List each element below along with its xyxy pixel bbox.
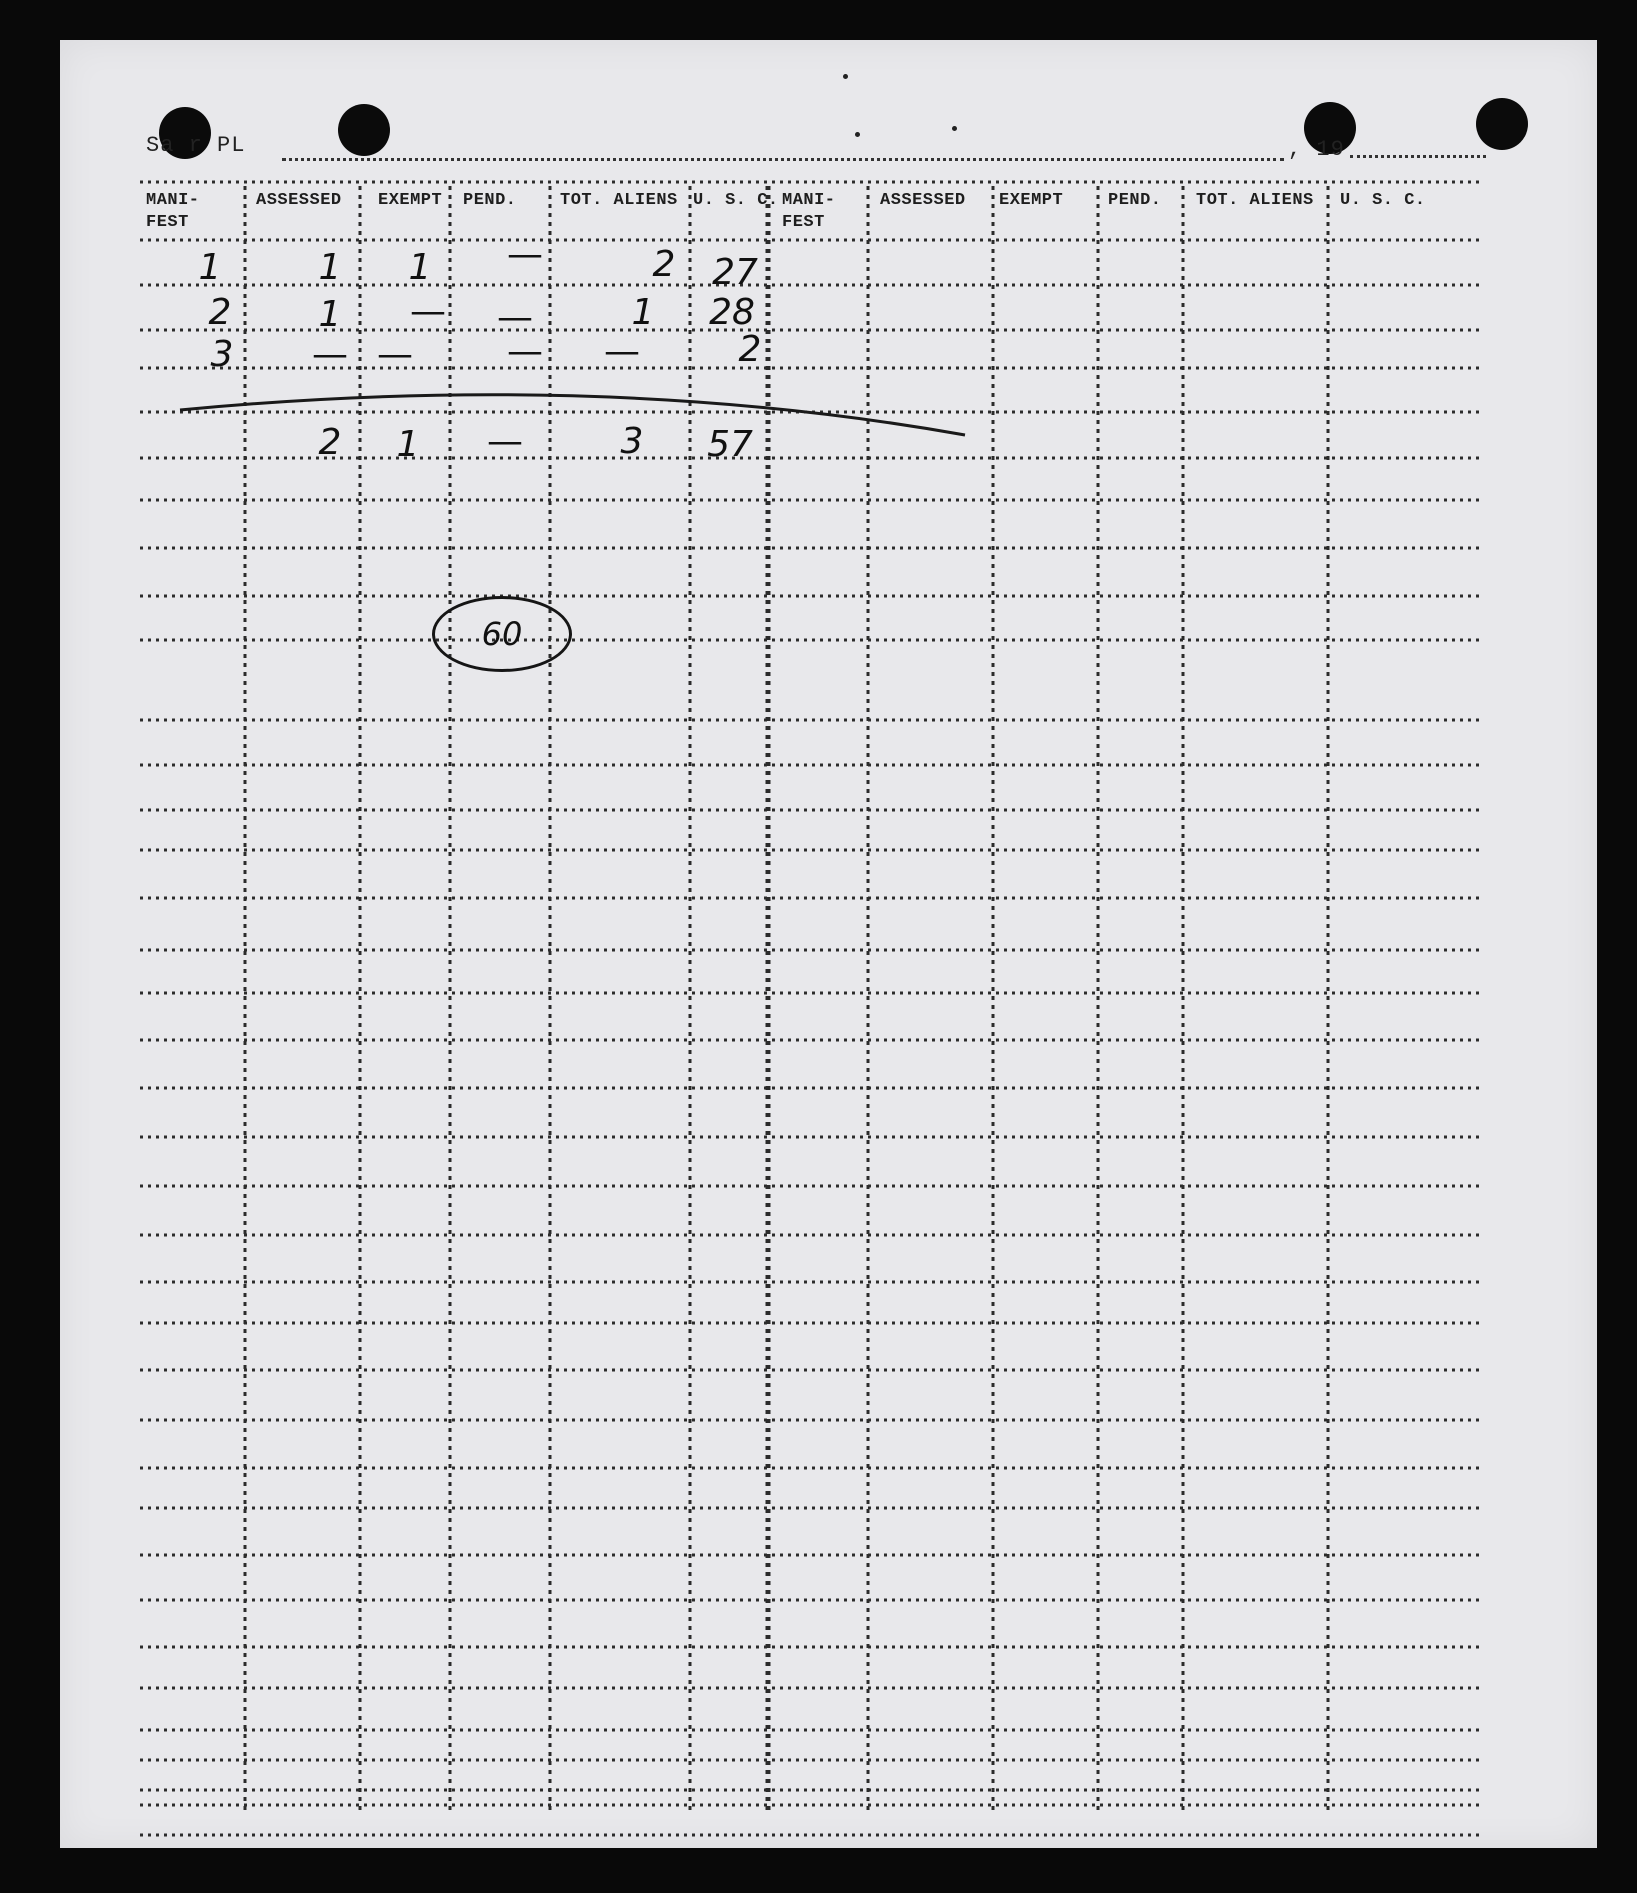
header-usc-right: U. S. C.: [1340, 191, 1426, 210]
header-usc-left: U. S. C.: [693, 191, 779, 210]
row2-assessed: 1: [318, 294, 342, 335]
row2-pend: —: [497, 297, 533, 338]
row1-exempt: 1: [408, 247, 432, 288]
row3-pend: —: [507, 331, 543, 372]
binder-hole-left-2: [338, 104, 390, 156]
port-name-leader: [282, 158, 1284, 161]
paper-speck: [843, 74, 848, 79]
row3-manifest: 3: [210, 334, 234, 375]
port-name-label: Sa r PL: [146, 133, 246, 158]
form-page: [60, 40, 1597, 1848]
paper-speck: [952, 126, 957, 131]
total-tot-aliens: 3: [620, 421, 644, 462]
header-assessed-right: ASSESSED: [880, 191, 966, 210]
header-assessed-left: ASSESSED: [256, 191, 342, 210]
row1-manifest: 1: [198, 247, 222, 288]
row2-tot-aliens: 1: [631, 292, 655, 333]
header-tot-aliens-left: TOT. ALIENS: [560, 191, 678, 210]
row1-tot-aliens: 2: [652, 244, 676, 285]
row2-usc: 28: [709, 292, 755, 333]
total-usc: 57: [707, 424, 753, 465]
total-assessed: 2: [318, 422, 342, 463]
circled-grand-total: [432, 596, 572, 672]
row1-assessed: 1: [318, 247, 342, 288]
year-leader: [1350, 155, 1486, 158]
header-exempt-right: EXEMPT: [999, 191, 1064, 210]
header-pend-left: PEND.: [463, 191, 517, 210]
row3-tot-aliens: —: [604, 331, 640, 372]
row1-pend: —: [507, 234, 543, 275]
row3-usc: 2: [738, 329, 762, 370]
total-exempt: 1: [396, 424, 420, 465]
grand-total-value: 60: [481, 615, 523, 653]
header-manifest-left: MANI- FEST: [146, 191, 200, 232]
header-exempt-left: EXEMPT: [378, 191, 443, 210]
row2-exempt: —: [410, 291, 446, 332]
row2-manifest: 2: [208, 292, 232, 333]
row1-usc: 27: [712, 252, 758, 293]
row3-assessed: —: [312, 334, 348, 375]
header-tot-aliens-right: TOT. ALIENS: [1196, 191, 1314, 210]
row3-exempt: —: [377, 334, 413, 375]
header-manifest-right: MANI- FEST: [782, 191, 836, 232]
binder-hole-right-2: [1476, 98, 1528, 150]
year-label: , 19: [1288, 137, 1345, 162]
total-pend: —: [487, 421, 523, 462]
header-pend-right: PEND.: [1108, 191, 1162, 210]
paper-speck: [855, 132, 860, 137]
